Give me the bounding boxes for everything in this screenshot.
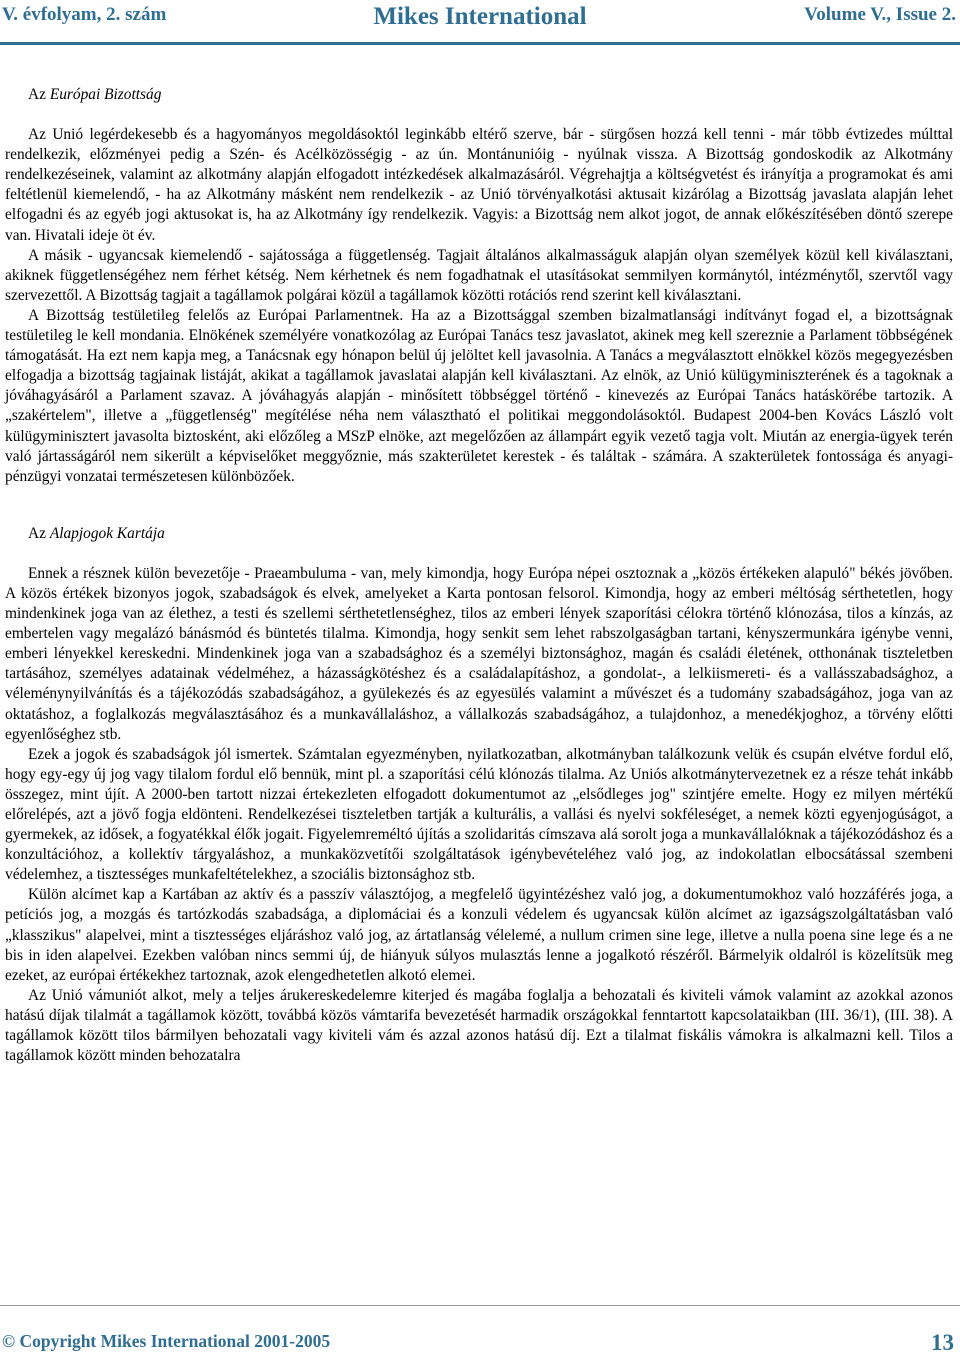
paragraph: A Bizottság testületileg felelős az Európai Parlamentnek. Ha az a Bizottsággal szemben bizalmatlansági indítványt fogad el, a bizottságnak testületileg le kell mondania. Elnökének személyére vonatkozólag az Európai Tanács tesz javaslatot, akinek meg kell szereznie a Parlament többségének támogatását. Ha ezt nem kapja meg, a Tanácsnak egy hónapon belül új jelöltet kell javasolnia. A Tanács a megválasztott elnökkel közös megegyezésben elfogadja a bizottság tagjainak listáját, akikat a tagállamok javaslatai alapján kell kiválasztani. Az elnök, az Unió külügyminiszterének és a tagoknak a jóváhagyásáról a Parlament szavaz. A jóváhagyás alapján - minősített többséggel történő - kinevezés az Európai Tanács hatáskörébe tartozik. A „szakértelem", illetve a „függetlenség" megítélése néha nem választható el politikai meggondolásoktól. Budapest 2004-ben Kovács László volt külügyminisztert javasolta biztosként, aki előzőleg a MSzP elnöke, azt megelőzően az állampárt egyik vezető tagja volt. Miután az energia-ügyek terén való jártasságáról nem sikerült a képviselőket meggyőznie, más szakterületet kerestek - és találtak - számára. A szakterületek fontossága és anyagi-pénzügyi vonzatai természetesen különbözőek. <box>5 306 953 485</box>
header-divider <box>0 42 960 45</box>
section-title-rest: Alapjogok Kartája <box>49 524 165 542</box>
paragraph: Az Unió legérdekesebb és a hagyományos megoldásoktól leginkább eltérő szerve, bár - sürgősen hozzá kell tenni - már több évtizedes múlttal rendelkezik, előzményei pedig a Szén- és Acélközösségig - az ún. Montánunióig - nyúlnak vissza. A Bizottság gondoskodik az Alkotmány rendelkezéseinek, valamint az alkotmány alapján elfogadott intézkedések alkalmazásáról. Végrehajtja a költségvetést és irányítja a programokat és ami feltétlenül kiemelendő, - ha az Alkotmány másként nem rendelkezik - az Unió törvényalkotási aktusait kizárólag a Bizottság javaslata alapján lehet elfogadni és az egyéb jogi aktusokat is, ha az Alkotmány így rendelkezik. Vagyis: a Bizottság nem alkot jogot, de annak előkészítésében döntő szerepe van. Hivatali ideje öt év. <box>5 126 953 244</box>
footer-page-number: 13 <box>931 1330 954 1355</box>
header-journal-title: Mikes International <box>373 3 587 30</box>
page-header <box>0 0 960 46</box>
header-volume-hu: V. évfolyam, 2. szám <box>2 4 167 25</box>
section-title-lead: Az <box>28 86 46 103</box>
header-volume-en: Volume V., Issue 2. <box>804 4 956 25</box>
article-body <box>5 77 953 1066</box>
section-title-lead: Az <box>28 524 46 542</box>
footer-divider <box>0 1305 960 1306</box>
paragraph: Külön alcímet kap a Kartában az aktív és a passzív választójog, a megfelelő ügyintézéshez való jog, a dokumentumokhoz való hozzáférés joga, a petíciós jog, a mozgás és tartózkodás szabadsága, a diplomáciai és a konzuli védelem és ugyancsak külön alcímet az igazságszolgáltatásban való „klasszikus" alapelvei, mint a tisztességes eljáráshoz való jog, az ártatlanság vélelemé, a nullum crimen sine lege, illetve a nulla poena sine lege és a ne bis in iden alapelvei. Ezekben valóban nincs semmi új, de hiányuk súlyos mulasztás lenne a jogalkotó részéről. Bármelyik oldalról is közelítsük meg ezeket, az európai értékekhez tartoznak, azok elengedhetetlen alkotó elemei. <box>5 886 953 984</box>
footer-copyright: © Copyright Mikes International 2001-2005 <box>2 1331 331 1351</box>
paragraph: Ennek a résznek külön bevezetője - Praeambuluma - van, mely kimondja, hogy Európa népei osztoznak a „közös értékeken alapuló" békés jövőben. A közös értékek bizonyos jogok, szabadságok és elvek, amelyeket a Karta pontosan felsorol. Kimondja, hogy az emberi méltóság sérthetetlen, hogy mindenkinek joga van az élethez, a testi és szellemi sérthetetlenséghez, tilos az emberi lények szaporítási célokra történő klónozása, tilos a kínzás, az embertelen vagy megalázó bánásmód és büntetés tilalma. Kimondja, hogy senkit sem lehet rabszolgaságban tartani, kényszermunkára igénybe venni, emberi lényekkel kereskedni. Mindenkinek joga van a szabadsághoz és a személyi biztonsághoz, magán és családi életének, otthonának tiszteletben tartásához, személyes adatainak védelméhez, a házasságkötéshez és a családalapításhoz, a gondolat-, a lelkiismereti- és a vallásszabadsághoz, a véleménynyilvánítás és a tájékozódás szabadságához, a gyülekezés és az egyesülés valamint a művészet és a tudomány szabadságához, joga van az oktatáshoz, a foglalkozás megválasztásához és a munkavállaláshoz, a vállalkozás szabadságához, a tulajdonhoz, a menedékjoghoz, a törvény előtti egyenlőséghez stb. <box>5 564 954 743</box>
paragraph: Az Unió vámuniót alkot, mely a teljes árukereskedelemre kiterjed és magába foglalja a behozatali és kiviteli vámok valamint az azokkal azonos hatású díjak tilalmát a tagállamok között, továbbá közös vámtarifa bevezetését harmadik országokkal fenntartott kapcsolataikban (III. 36/1), (III. 38). A tagállamok között tilos bármilyen behozatali vagy kiviteli vám és azzal azonos hatású díj. Ezt a tilalmat fiskális vámokra is alkalmazni kell. Tilos a tagállamok között minden behozatalra <box>5 986 953 1065</box>
paragraph: A másik - ugyancsak kiemelendő - sajátossága a függetlenség. Tagjait általános alkalmasságuk alapján olyan személyek közül kell kiválasztani, akiknek függetlenségéhez nem férhet kétség. Nem kérhetnek és nem fogadhatnak el utasításokat semmilyen kormánytól, intézménytől, szervtől vagy szervezettől. A Bizottság tagjait a tagállamok polgárai közül a tagállamok közötti rotációs rend szerint kell kiválasztani. <box>5 246 953 304</box>
section-title-rest: Európai Bizottság <box>49 86 162 103</box>
section-title-charter-of-rights <box>28 524 953 544</box>
paragraph: Ezek a jogok és szabadságok jól ismertek. Számtalan egyezményben, nyilatkozatban, alkotmányban találkozunk velük és csupán elvétve fordul elő, hogy egy-egy új jog vagy tilalom fordul elő bennük, mint pl. a szaporítási célú klónozás tilalma. Az Uniós alkotmánytervezetnek ez a része tehát inkább összegez, mint újít. A 2000-ben tartott nizzai értekezleten elfogadott dokumentumot az „elsődleges jog" szintjére emelte. Hogy ez milyen mértékű előrelépés, azt a jövő fogja eldönteni. Rendelkezései tiszteletben tartják a kulturális, a vallási és nyelvi sokféleséget, a nemek közti egyenjogúságot, a gyermekek, az idősek, a fogyatékkal élők jogait. Figyelemreméltó újítás a szolidaritás címszava alá sorolt joga a munkavállalóknak a tájékozódáshoz és a konzultációhoz, a kollektív tárgyaláshoz, a munkaközvetítői szolgáltatások igénybevételéhez való jog, az indokolatlan elbocsátással szembeni védelemhez, a tisztességes munkafeltételekhez, a szociális biztonsághoz stb. <box>5 745 953 884</box>
section-title-european-commission <box>28 85 953 105</box>
